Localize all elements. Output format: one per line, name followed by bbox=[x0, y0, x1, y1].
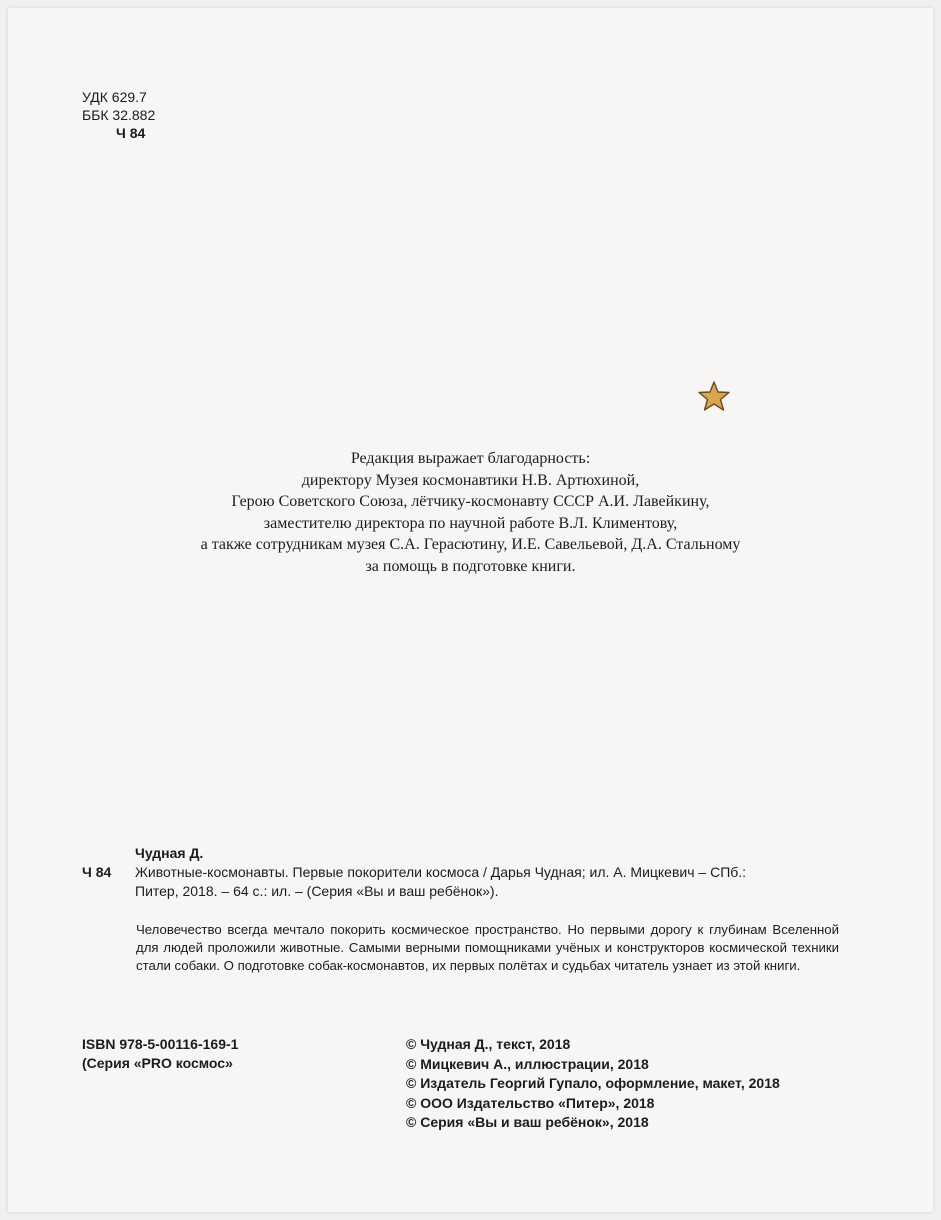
bibliographic-record bbox=[82, 844, 842, 901]
record-call-number: Ч 84 bbox=[82, 864, 112, 880]
author-mark: Ч 84 bbox=[116, 125, 146, 141]
record-title-line: Животные-космонавты. Первые покорители космоса / Дарья Чудная; ил. А. Мицкевич – СПб.: bbox=[135, 864, 747, 880]
copyright-line: © Серия «Вы и ваш ребёнок», 2018 bbox=[406, 1114, 649, 1130]
record-row bbox=[82, 863, 842, 882]
isbn-block bbox=[82, 1035, 238, 1073]
acknowledgement-line: Редакция выражает благодарность: bbox=[350, 450, 591, 467]
isbn-number: ISBN 978-5-00116-169-1 bbox=[82, 1036, 239, 1052]
copyright-line: © Издатель Георгий Гупало, оформление, макет, 2018 bbox=[406, 1075, 780, 1091]
acknowledgement-line: за помощь в подготовке книги. bbox=[365, 557, 576, 575]
bbk-code: ББК 32.882 bbox=[82, 107, 156, 123]
record-author: Чудная Д. bbox=[135, 845, 204, 861]
acknowledgement-line: а также сотрудникам музея С.А. Герасютину, И.Е. Савельевой, Д.А. Стальному bbox=[200, 536, 741, 553]
book-abstract: Человечество всегда мечтало покорить космическое пространство. Но первыми дорогу к глубинам Вселенной для людей проложили животные. Самыми верными помощниками учёных и конструкторов космической техники стали собаки. О подготовке собак-космонавтов, их первых полётах и судьбах читатель узнает из этой книги. bbox=[136, 922, 839, 973]
record-publisher-line: Питер, 2018. – 64 с.: ил. – (Серия «Вы и ваш ребёнок»). bbox=[135, 883, 499, 899]
star-icon bbox=[697, 380, 731, 412]
udk-code: УДК 629.7 bbox=[82, 89, 147, 105]
copyright-block bbox=[406, 1035, 780, 1133]
isbn-series: (Серия «PRO космос» bbox=[82, 1055, 233, 1071]
copyright-line: © Чудная Д., текст, 2018 bbox=[406, 1036, 571, 1052]
acknowledgement-line: директору Музея космонавтики Н.В. Артюхиной, bbox=[301, 471, 640, 489]
copyright-line: © Мицкевич А., иллюстрации, 2018 bbox=[406, 1055, 649, 1072]
imprint-page bbox=[8, 8, 933, 1212]
acknowledgements bbox=[118, 448, 823, 577]
acknowledgement-line: заместителю директора по научной работе В.Л. Климентову, bbox=[263, 514, 678, 532]
classification-block bbox=[82, 88, 155, 142]
acknowledgement-line: Герою Советского Союза, лётчику-космонавту СССР А.И. Лавейкину, bbox=[231, 493, 710, 510]
copyright-line: © ООО Издательство «Питер», 2018 bbox=[406, 1094, 655, 1111]
